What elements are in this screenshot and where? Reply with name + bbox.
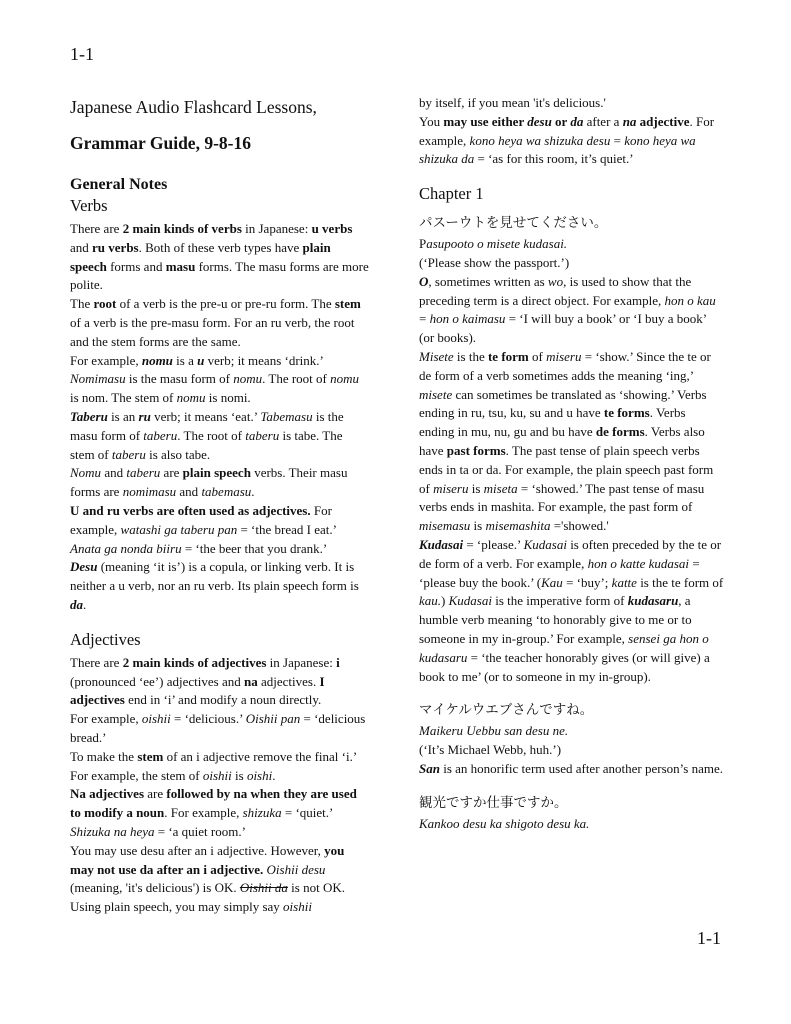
adjectives-paragraph-3: [70, 748, 370, 786]
text-run: . Verbs also have: [419, 424, 705, 458]
text-run: . The past tense of plain speech verbs ends in ta or da. For example, the plain speech past form of: [419, 442, 714, 496]
verbs-paragraph-6: [70, 502, 370, 558]
text-run: To make the: [70, 748, 138, 764]
text-run: = ‘as for this room, it’s quiet.’: [474, 151, 634, 167]
text-run: by itself, if you mean 'it's delicious.': [419, 95, 606, 110]
text-run: oishi: [246, 767, 273, 783]
text-run: in Japanese:: [266, 654, 337, 670]
text-run: hon o katte kudasai: [587, 555, 690, 571]
text-run: nomimasu: [122, 484, 177, 500]
text-run: in Japanese:: [241, 221, 312, 236]
text-run: = ‘delicious bread.’: [70, 711, 366, 745]
text-run: O: [419, 273, 429, 289]
text-run: nomu: [330, 371, 359, 387]
text-run: and: [101, 465, 127, 481]
adjectives-paragraph-4: [70, 785, 370, 841]
text-run: u: [197, 352, 205, 368]
text-run: is the: [453, 348, 488, 364]
text-run: are: [144, 786, 167, 802]
text-run: miseru: [546, 348, 582, 364]
text-run: Taberu: [70, 408, 108, 424]
general-notes-heading: General Notes: [70, 176, 168, 193]
text-run: Kau: [541, 574, 563, 590]
text-run: verb; it means ‘eat.’: [150, 408, 261, 424]
text-run: .: [272, 767, 276, 783]
text-run: There are: [70, 221, 123, 236]
text-run: Na adjectives: [70, 786, 145, 802]
text-run: de forms: [595, 424, 645, 440]
verbs-paragraph-3: [70, 352, 370, 408]
text-run: stem: [137, 748, 164, 764]
text-run: is the te form of: [636, 574, 724, 590]
text-run: is not OK. Using plain speech, you may simply say: [70, 880, 345, 915]
sentence-1-note-2: [419, 348, 724, 536]
text-run: of: [528, 348, 547, 364]
text-run: and: [70, 239, 93, 255]
text-run: desu: [527, 113, 552, 129]
sentence-2-translation: (‘It’s Michael Webb, huh.’): [419, 742, 562, 758]
text-run: taberu: [126, 465, 161, 481]
text-run: = ‘quiet.’: [281, 805, 333, 821]
text-run: = ‘showed.’ The past tense of masu verbs ends in mashita. For example, the past form of: [419, 480, 705, 515]
text-run: can sometimes be translated as ‘showing.’ Verbs ending in ru, tsu, ku, su and u have: [419, 386, 707, 421]
text-run: Oishii desu: [266, 861, 326, 877]
verbs-heading: Verbs: [70, 196, 108, 215]
text-run: forms. The masu forms are more polite.: [70, 258, 369, 293]
text-run: Desu: [70, 559, 98, 575]
text-run: past forms: [446, 442, 506, 458]
sentence-1-note-1: [419, 273, 724, 348]
text-run: = ‘I will buy a book’ or ‘I buy a book’ (or books).: [419, 311, 707, 346]
text-run: is tabe. The stem of: [70, 427, 343, 462]
text-run: Tabemasu: [260, 408, 313, 424]
text-run: end in ‘i’ and modify a noun directly.: [124, 692, 322, 708]
text-run: = ‘please.’: [463, 536, 524, 552]
text-run: na: [243, 673, 258, 689]
text-run: followed by na when they are used to modify a noun: [70, 786, 357, 821]
text-run: 2 main kinds of verbs: [122, 221, 242, 236]
text-run: of a verb is the pre-u or pre-ru form. The: [116, 296, 335, 312]
text-run: Kudasai: [419, 536, 464, 552]
text-run: You: [419, 113, 444, 129]
text-run: verbs. Their masu forms are: [70, 465, 348, 500]
sentence-2-japanese: マイケルウエブさんですね。: [419, 702, 594, 719]
text-run: Oishii pan: [245, 711, 301, 727]
text-run: nomu: [233, 371, 263, 387]
text-run: is: [231, 767, 247, 783]
text-run: taberu: [245, 427, 280, 443]
page-number-top: 1-1: [70, 44, 94, 64]
text-run: is a: [172, 352, 198, 368]
text-run: 2 main kinds of adjectives: [122, 654, 267, 670]
text-run: hon o kaimasu: [429, 311, 506, 327]
text-run: taberu: [111, 446, 146, 462]
text-run: .: [83, 596, 87, 612]
text-run: oishii: [202, 767, 232, 783]
text-run: i: [336, 654, 340, 670]
text-run: kono heya wa shizuka da: [419, 132, 696, 167]
text-run: is: [468, 480, 484, 496]
text-run: = ‘the bread I eat.’: [237, 521, 336, 537]
text-run: . Both of these verb types have: [138, 239, 303, 255]
text-run: . For example,: [164, 805, 243, 821]
chapter-heading: Chapter 1: [419, 184, 484, 204]
text-run: . The root of: [177, 427, 246, 443]
sentence-2-romaji: Maikeru Uebbu san desu ne.: [419, 723, 569, 739]
text-run: may use either: [443, 113, 528, 129]
text-run: misemasu: [419, 518, 471, 534]
text-run: is also tabe.: [145, 446, 211, 462]
text-run: , sometimes written as: [428, 273, 548, 289]
text-run: Oishii da: [239, 880, 288, 896]
text-run: adjectives.: [257, 673, 320, 689]
text-run: ='showed.': [550, 518, 609, 534]
text-run: For example,: [70, 502, 332, 537]
text-run: Nomimasu: [70, 371, 126, 387]
text-run: kudasaru: [627, 593, 679, 609]
text-run: = ‘show.’ Since the te or de form of a verb sometimes adds the meaning ‘ing,’: [419, 348, 711, 383]
text-run: plain speech: [182, 465, 251, 481]
verbs-paragraph-7: [70, 558, 370, 614]
text-run: is nom. The stem of: [70, 390, 177, 406]
text-run: For example,: [70, 352, 142, 368]
text-run: verb; it means ‘drink.’: [204, 352, 323, 368]
text-run: ru verbs: [92, 239, 139, 255]
continued-paragraph-2: [419, 113, 724, 169]
text-run: Kudasai: [448, 593, 492, 609]
text-run: wo: [547, 273, 564, 289]
text-run: = ‘the beer that you drank.’: [181, 540, 328, 556]
text-run: (meaning, 'it's delicious') is OK.: [70, 880, 240, 896]
text-run: root: [93, 296, 117, 312]
text-run: is the imperative form of: [491, 593, 628, 609]
verbs-paragraph-1: [70, 220, 370, 295]
text-run: miseta: [483, 480, 518, 496]
text-run: after a: [583, 113, 623, 129]
text-run: I adjectives: [70, 673, 325, 708]
verbs-paragraph-4: [70, 408, 370, 464]
text-run: , a humble verb meaning ‘to honorably give to me or to someone in my in-group.’ For example,: [419, 593, 692, 646]
right-column: [419, 94, 724, 834]
adjectives-heading: Adjectives: [70, 629, 141, 649]
text-run: shizuka: [242, 805, 282, 821]
text-run: Kudasai: [523, 536, 567, 552]
text-run: you may not use da after an i adjective.: [70, 842, 345, 877]
text-run: You may use desu after an i adjective. However,: [70, 842, 325, 858]
text-run: misemashita: [485, 518, 551, 534]
document-subtitle: Grammar Guide, 9-8-16: [70, 133, 251, 153]
text-run: kau.: [419, 593, 442, 609]
text-run: There are: [70, 654, 123, 670]
text-run: da: [570, 113, 584, 129]
text-run: and: [176, 484, 202, 500]
text-run: San: [419, 760, 440, 776]
text-run: , is used to show that the preceding term is a direct object. For example,: [419, 273, 692, 308]
text-run: (pronounced ‘ee’) adjectives and: [70, 673, 244, 689]
text-run: The: [70, 296, 94, 312]
text-run: = ‘buy’;: [562, 574, 612, 590]
sentence-1-note-3: [419, 536, 724, 686]
text-run: is often preceded by the te or de form of a verb. For example,: [419, 536, 722, 571]
text-run: is nomi.: [205, 390, 251, 406]
text-run: . Verbs ending in mu, nu, gu and bu have: [419, 405, 686, 440]
adjectives-paragraph-5: [70, 842, 370, 917]
text-run: adjective: [636, 113, 690, 129]
text-run: katte: [611, 574, 637, 590]
sentence-1-romaji-initial: P: [419, 236, 427, 252]
text-run: =: [419, 311, 430, 327]
sentence-1-translation: (‘Please show the passport.’): [419, 254, 570, 270]
sentence-2-note-1: [419, 760, 724, 779]
document-title: Japanese Audio Flashcard Lessons,: [70, 97, 317, 117]
text-run: = ‘please buy the book.’ (: [419, 555, 700, 590]
text-run: = ‘the teacher honorably gives (or will give) a book to me’ (or to someone in my in-group).: [419, 649, 710, 684]
text-run: oishii: [141, 711, 171, 727]
adjectives-paragraph-1: [70, 654, 370, 710]
text-run: u verbs: [311, 221, 353, 236]
text-run: sensei ga hon o kudasaru: [419, 630, 709, 665]
text-run: plain speech: [70, 239, 331, 274]
text-run: . The root of: [262, 371, 331, 387]
text-run: ru: [138, 408, 151, 424]
sentence-1-japanese: パスーウトを見せてください。: [419, 215, 608, 232]
text-run: te form: [487, 348, 529, 364]
text-run: taberu: [143, 427, 178, 443]
text-run: (meaning ‘it is’) is a copula, or linking verb. It is neither a u verb, nor an ru verb. Its plain speech form is: [70, 559, 359, 594]
text-run: watashi ga taberu pan: [120, 521, 238, 537]
text-run: stem: [334, 296, 361, 312]
verbs-paragraph-2: [70, 295, 370, 351]
text-run: of a verb is the pre-masu form. For an ru verb, the root and the stem forms are the same.: [70, 314, 355, 349]
text-run: masu: [165, 258, 196, 274]
text-run: nomu: [176, 390, 206, 406]
text-run: of an i adjective remove the final ‘i.’ For example, the stem of: [70, 748, 357, 783]
sentence-3-romaji: Kankoo desu ka shigoto desu ka.: [419, 815, 590, 831]
page-number-bottom: 1-1: [697, 928, 721, 948]
text-run: = ‘delicious.’: [170, 711, 246, 727]
text-run: =: [610, 132, 625, 148]
text-run: is an honorific term used after another person’s name.: [439, 760, 723, 776]
continued-paragraph-1: [419, 94, 724, 113]
text-run: da: [70, 596, 83, 612]
text-run: Anata ga nonda biiru: [70, 540, 182, 556]
sentence-1-romaji: [419, 235, 724, 254]
text-run: or: [551, 113, 571, 129]
left-column: [70, 96, 370, 917]
text-run: kono heya wa shizuka desu: [469, 132, 611, 148]
text-run: ): [441, 593, 449, 609]
text-run: hon o kau: [664, 292, 716, 308]
text-run: oishii: [283, 899, 312, 915]
text-run: forms and: [106, 258, 166, 274]
text-run: U and ru verbs are often used as adjectives.: [70, 502, 311, 518]
text-run: For example,: [70, 711, 142, 727]
text-run: na: [622, 113, 637, 129]
sentence-3-japanese: 観光ですか仕事ですか。: [419, 794, 568, 811]
text-run: tabemasu: [201, 484, 252, 500]
text-run: = ‘a quiet room.’: [154, 823, 246, 839]
text-run: . For example,: [419, 113, 715, 148]
verbs-paragraph-5: [70, 464, 370, 502]
text-run: Nomu: [70, 465, 102, 481]
text-run: Misete: [419, 348, 454, 364]
text-run: is: [470, 518, 486, 534]
text-run: miseru: [433, 480, 469, 496]
text-run: misete: [419, 386, 453, 402]
adjectives-paragraph-2: [70, 710, 370, 748]
text-run: nomu: [141, 352, 173, 368]
text-run: is the masu form of: [125, 371, 234, 387]
text-run: .: [251, 484, 255, 500]
text-run: is the masu form of: [70, 408, 344, 443]
text-run: Shizuka na heya: [70, 823, 155, 839]
text-run: are: [160, 465, 183, 481]
text-run: is an: [107, 408, 139, 424]
sentence-1-romaji-rest: asupooto o misete kudasai.: [426, 236, 568, 252]
text-run: te forms: [603, 405, 650, 421]
